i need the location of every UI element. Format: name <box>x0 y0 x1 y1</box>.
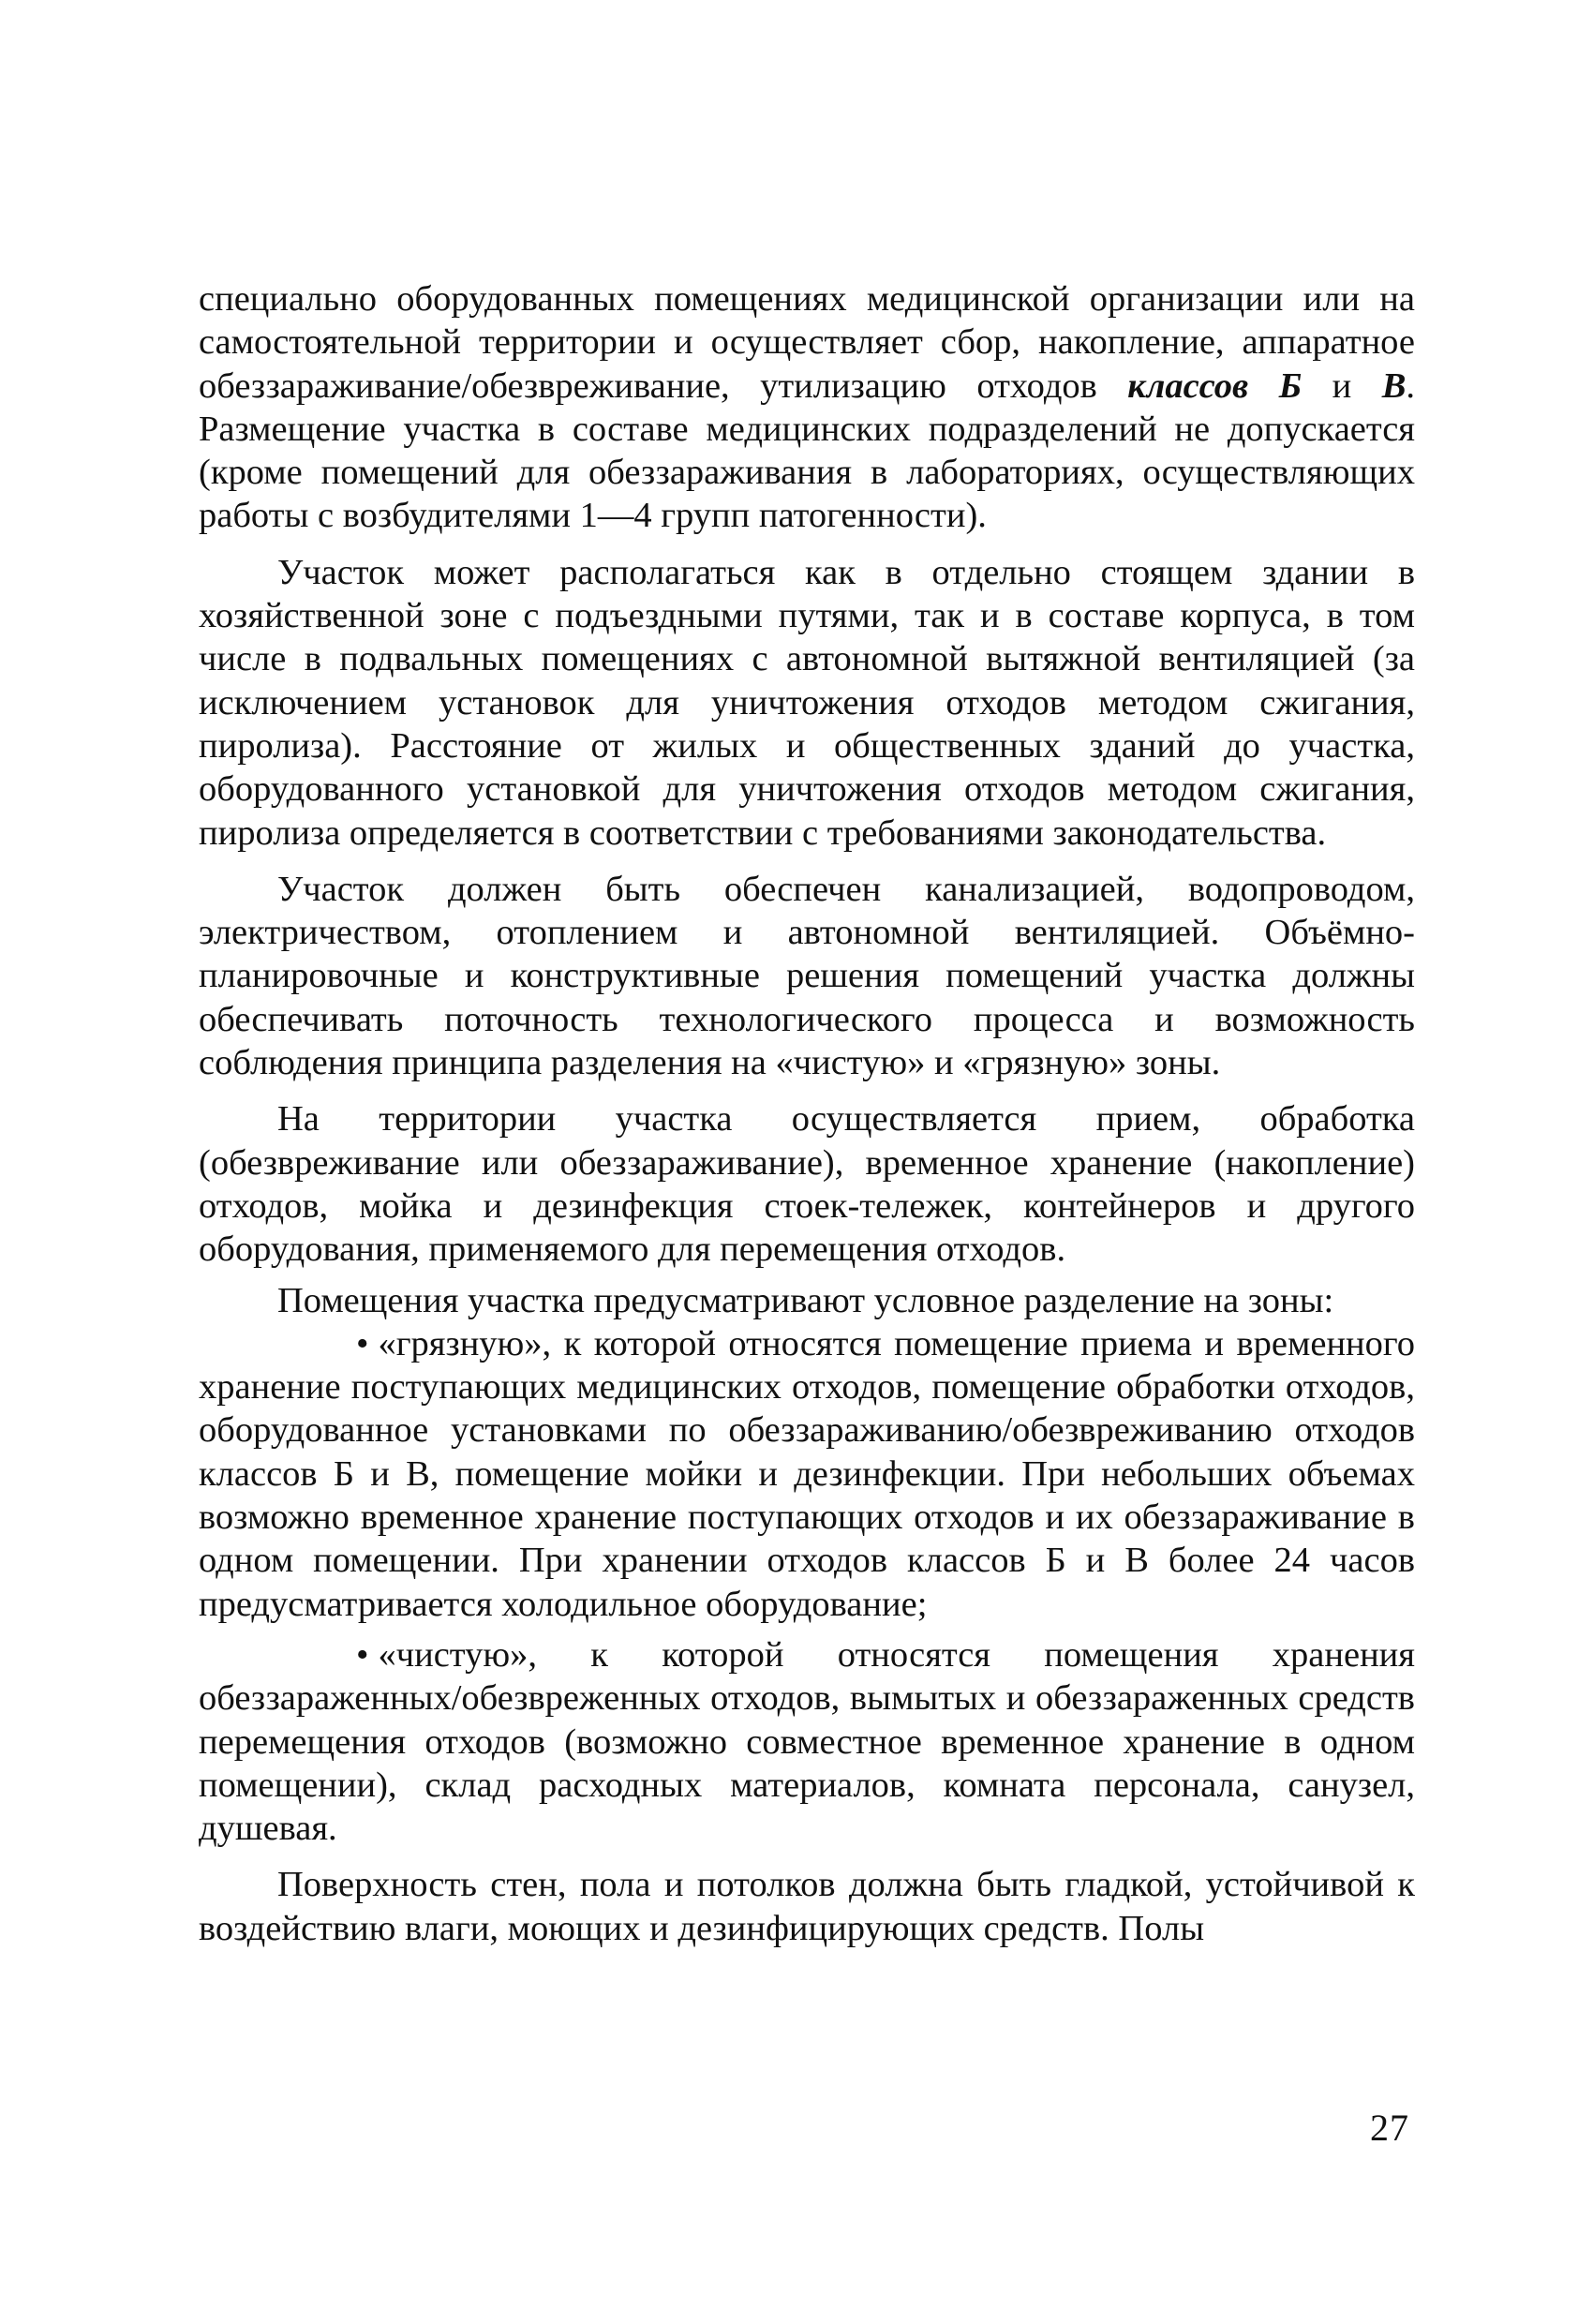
paragraph-text: специально оборудованных помещениях медицинской организации или на самостоятельной территории и осуществляет сбор, накопление, аппаратное обеззараживание/обезвреживание, утилизацию отходов <box>199 279 1415 406</box>
paragraph-text: и <box>1302 365 1382 406</box>
paragraph: Участок должен быть обеспечен канализацией, водопроводом, электричеством, отоплением и автономной вентиляцией. Объёмно-планировочные и конструктивные решения помещений участка должны обеспечивать поточность технологического процесса и возможность соблюдения принципа разделения на «чистую» и «грязную» зоны. <box>199 869 1415 1083</box>
emphasis-text: В <box>1381 365 1407 406</box>
paragraph: Помещения участка предусматривают условное разделение на зоны: <box>277 1280 1334 1320</box>
paragraph: На территории участка осуществляется прием, обработка (обезвреживание или обеззараживание), временное хранение (накопление) отходов, мойка и дезинфекция стоек-тележек, контейнеров и другого оборудования, применяемого для перемещения отходов. <box>199 1099 1415 1270</box>
paragraph-continuation <box>199 277 1415 538</box>
list-item <box>199 1633 1415 1850</box>
page-number: 27 <box>1370 2107 1409 2149</box>
list-item <box>199 1322 1415 1626</box>
list-item-text: «грязную», к которой относятся помещение приема и временного хранение поступающих медицинских отходов, помещение обработки отходов, оборудованное установками по обеззараживанию/обезвреживанию отходов классов Б и В, помещение мойки и дезинфекции. При небольших объемах возможно временное хранение поступающих отходов и их обеззараживание в одном помещении. При хранении отходов классов Б и В более 24 часов предусматривается холодильное оборудование; <box>199 1323 1415 1624</box>
list-item-text: «чистую», к которой относятся помещения хранения обеззараженных/обезвреженных отходов, вымытых и обеззараженных средств перемещения отходов (возможно совместное временное хранение в одном помещении), склад расходных материалов, комната персонала, санузел, душевая. <box>199 1634 1415 1849</box>
body-text <box>199 277 1415 1950</box>
paragraph: Участок может располагаться как в отдельно стоящем здании в хозяйственной зоне с подъездными путями, так и в составе корпуса, в том числе в подвальных помещениях с автономной вытяжной вентиляцией (за исключением установок для уничтожения отходов методом сжигания, пиролиза). Расстояние от жилых и общественных зданий до участка, оборудованного установкой для уничтожения отходов методом сжигания, пиролиза определяется в соответствии с требованиями законодательства. <box>199 552 1415 853</box>
bullet-icon: • <box>356 1634 369 1675</box>
bullet-icon: • <box>356 1323 369 1363</box>
emphasis-text: классов Б <box>1127 365 1303 406</box>
paragraph: Поверхность стен, пола и потолков должна быть гладкой, устойчивой к воздействию влаги, моющих и дезинфицирующих средств. Полы <box>199 1865 1415 1948</box>
paragraph-text: . Размещение участка в составе медицинских подразделений не допускается (кроме помещений для обеззараживания в лабораториях, осуществляющих работы с возбудителями 1—4 групп патогенности). <box>199 365 1415 536</box>
